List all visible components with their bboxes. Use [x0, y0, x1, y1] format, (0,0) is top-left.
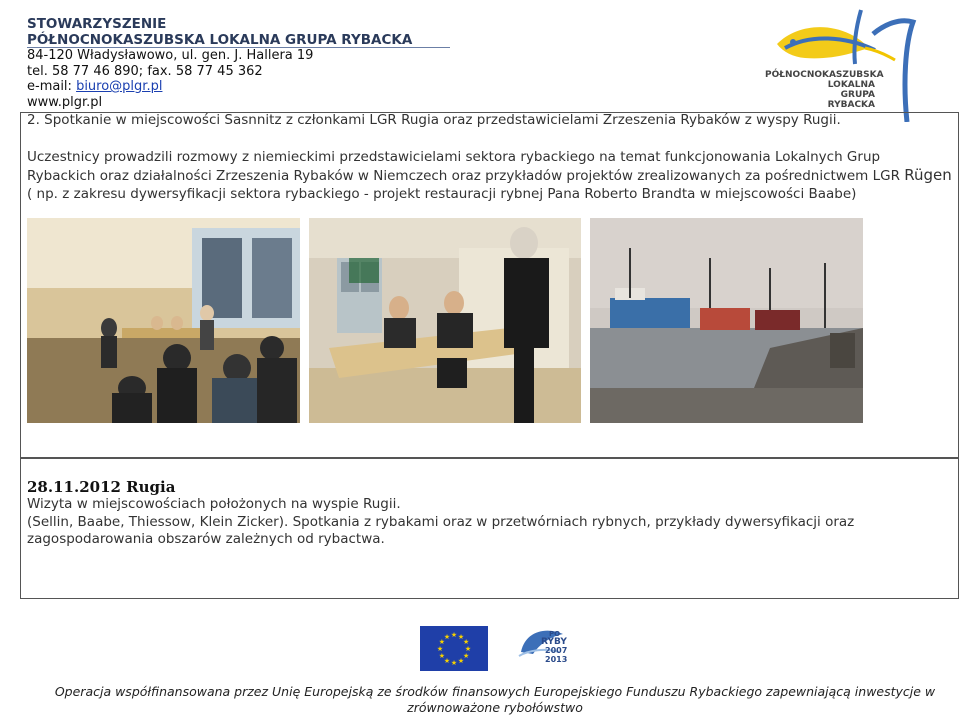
eu-star-icon: ★ — [462, 638, 470, 646]
footer-line-2: zrównoważone rybołówstwo — [407, 700, 583, 715]
meeting-photo-2 — [309, 218, 581, 423]
logo-text — [765, 70, 884, 110]
eu-star-icon: ★ — [462, 652, 470, 660]
header-divider — [27, 47, 450, 48]
desc-line-1: Wizyta w miejscowościach położonych na wyspie Rugii. — [27, 496, 401, 512]
para-text-1: Uczestnicy prowadzili rozmowy z niemieckimi przedstawicielami sektora rybackiego na temat funkcjonowania Lokalnych Grup Rybackich oraz działalności Zrzeszenia Rybaków w Niemczech oraz przykładów projektów zrealizowanych za pośrednictwem LGR — [27, 149, 905, 184]
org-email-line — [27, 79, 457, 95]
eu-star-icon: ★ — [438, 652, 446, 660]
eu-star-icon: ★ — [436, 645, 444, 653]
eu-star-icon: ★ — [443, 632, 451, 641]
logo-line1: PÓŁNOCNOKASZUBSKA — [765, 70, 884, 80]
logo-line3: GRUPA — [840, 90, 875, 100]
org-phone: tel. 58 77 46 890; fax. 58 77 45 362 — [27, 63, 263, 79]
eu-star-icon: ★ — [443, 657, 451, 666]
org-name-line1: STOWARZYSZENIE — [27, 16, 167, 32]
logo-line4: RYBACKA — [827, 100, 875, 110]
organization-header — [27, 17, 457, 110]
email-label: e-mail: — [27, 79, 77, 94]
org-website[interactable]: www.plgr.pl — [27, 94, 103, 110]
org-name-line2: PÓŁNOCNOKASZUBSKA LOKALNA GRUPA RYBACKA — [27, 31, 413, 48]
harbour-photo — [590, 218, 863, 423]
ryby-word: RYBY — [541, 637, 567, 647]
eu-star-icon: ★ — [438, 638, 446, 646]
ryby-year2: 2013 — [545, 655, 568, 664]
org-address: 84-120 Władysławowo, ul. gen. J. Hallera 19 — [27, 48, 314, 63]
section-1-title: 2. Spotkanie w miejscowości Sasnnitz z członkami LGR Rugia oraz przedstawicielami Zrzeszenia Rybaków z wyspy Rugii. — [27, 112, 841, 128]
para-text-2: ( np. z zakresu dywersyfikacji sektora rybackiego - projekt restauracji rybnej Pana Roberto Brandta w miejscowości Baabe) — [27, 186, 857, 202]
po-ryby-logo — [515, 622, 575, 670]
eu-star-icon: ★ — [457, 657, 465, 666]
ryby-top: PO — [549, 630, 561, 638]
eu-star-icon: ★ — [457, 632, 465, 641]
section-2-date: 28.11.2012 Rugia — [27, 478, 176, 496]
footer-note — [0, 684, 960, 716]
eu-star-icon: ★ — [464, 645, 472, 653]
meeting-photo-1 — [27, 218, 300, 423]
para-rugen: Rügen — [904, 166, 952, 184]
lgr-logo — [765, 4, 925, 122]
eu-star-icon: ★ — [450, 659, 458, 667]
eu-flag-icon — [420, 626, 488, 671]
logo-line2: LOKALNA — [827, 80, 875, 90]
desc-line-2: (Sellin, Baabe, Thiessow, Klein Zicker). Spotkania z rybakami oraz w przetwórniach rybnych, przykłady dywersyfikacji oraz zagospodarowania obszarów zależnych od rybactwa. — [27, 513, 855, 547]
email-link[interactable]: biuro@plgr.pl — [76, 79, 163, 94]
section-1-paragraph — [27, 148, 952, 203]
eu-star-icon: ★ — [450, 631, 458, 639]
section-2-description — [27, 496, 952, 549]
ryby-year1: 2007 — [545, 646, 568, 655]
footer-line-1: Operacja współfinansowana przez Unię Europejską ze środków finansowych Europejskiego Funduszu Rybackiego zapewniającą inwestycje w — [54, 684, 936, 699]
